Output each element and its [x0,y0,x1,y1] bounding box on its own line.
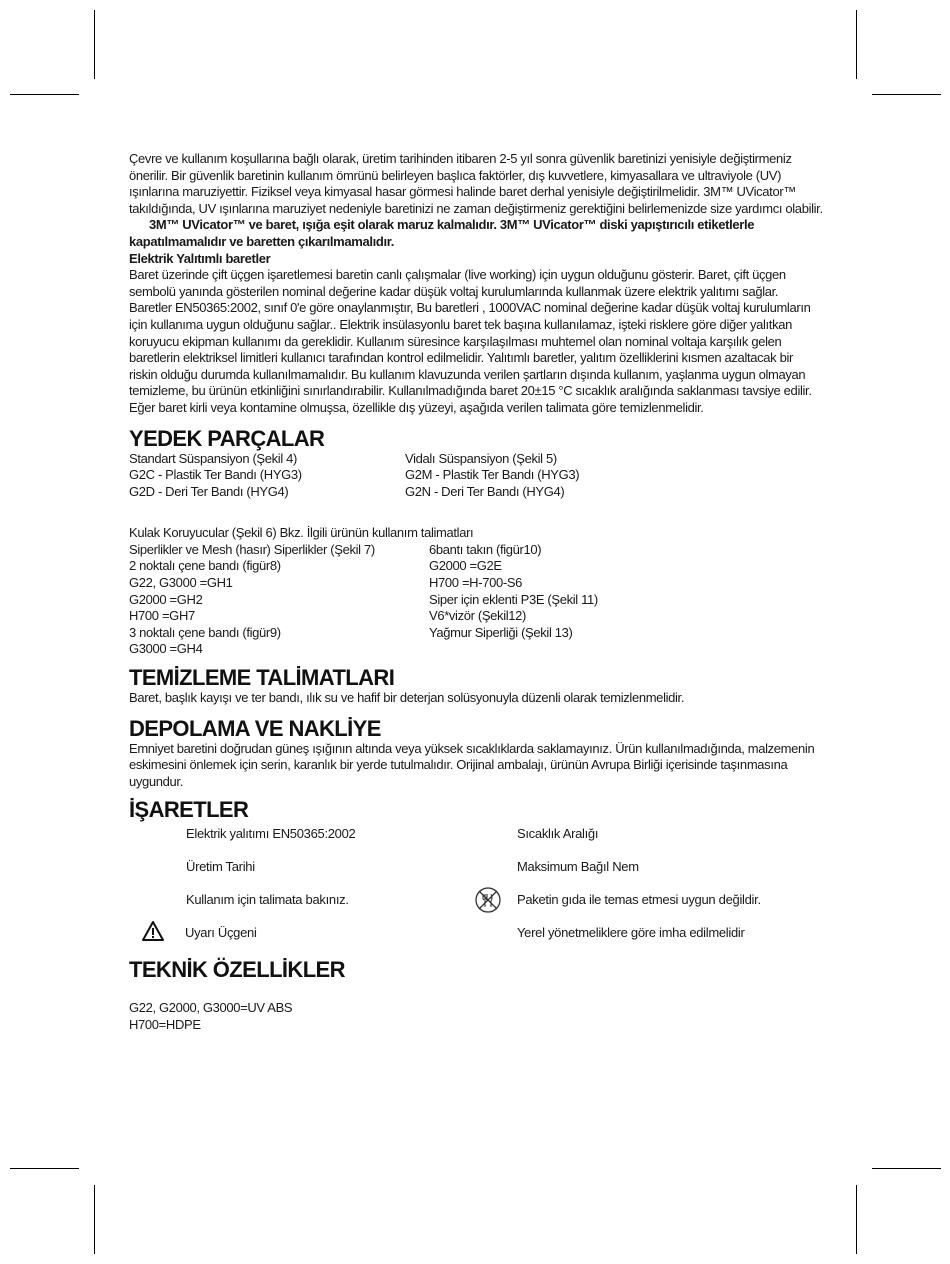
crop-mark [856,10,857,79]
crop-mark [10,94,79,95]
list-item: G3000 =GH4 [129,641,203,657]
list-item: H700 =GH7 V6*vizör (Şekil12) [129,608,527,624]
spare-parts-heading: YEDEK PARÇALAR [129,425,325,451]
tech-line: H700=HDPE [129,1017,201,1032]
uvicator-warning: 3M™ UVicator™ ve baret, ışığa eşit olarak maruz kalmalıdır. 3M™ UVicator™ diski yapıştırıcılı etiketlerle kapatılmamalıdır ve baretten çıkarılmamalıdır. [129,217,755,249]
cleaning-text: Baret, başlık kayışı ve ter bandı, ılık su ve hafif bir deterjan solüsyonuyla düzenli olarak temizlenmelidir. [129,690,685,706]
storage-heading: DEPOLAMA VE NAKLİYE [129,715,381,741]
warning-triangle-icon [141,920,165,947]
mark-label: Üretim Tarihi [186,859,255,875]
list-item: G22, G3000 =GH1 H700 =H-700-S6 [129,575,523,591]
cleaning-heading: TEMİZLEME TALİMATLARI [129,665,395,691]
mark-label: Elektrik yalıtımı EN50365:2002 [186,826,356,842]
no-food-contact-icon [474,886,502,919]
mark-label: Paketin gıda ile temas etmesi uygun değildir. [517,892,761,908]
crop-mark [94,10,95,79]
tech-heading: TEKNİK ÖZELLİKLER [129,957,345,983]
mark-label: Yerel yönetmeliklere göre imha edilmelidir [517,925,745,941]
storage-text: Emniyet baretini doğrudan güneş ışığının altında veya yüksek sıcaklıklarda saklamayınız. Ürün kullanılmadığında, malzemenin eskimesini önlemek için serin, karanlık bir yerde tutulmalıdır. Orijinal ambalajı, ürünün Avrupa Birliği içerisinde taşınmasına uygundur. [129,740,815,789]
ear-protectors-line: Kulak Koruyucular (Şekil 6) Bkz. İlgili ürünün kullanım talimatları [129,525,474,541]
spare-parts-list [129,451,823,501]
crop-mark [94,1185,95,1254]
crop-mark [856,1185,857,1254]
crop-mark [872,94,941,95]
list-item: G2C - Plastik Ter Bandı (HYG3) G2M - Plastik Ter Bandı (HYG3) [129,467,580,483]
mark-label: Kullanım için talimata bakınız. [186,892,349,908]
electrical-paragraph: Baret üzerinde çift üçgen işaretlemesi baretin canlı çalışmalar (live working) için uygun olduğunu gösterir. Baret, çift üçgen sembolü yanında gösterilen nominal değerine kadar düşük voltaj kurulumlarında kullanmak üzere elektrik yalıtımı sağlar. Baretler EN50365:2002, sınıf 0'e göre onaylanmıştır, Bu baretleri , 1000VAC nominal değerine kadar düşük voltaj kurulumların için kullanıma uygun olduğunu sağlar.. Elektrik insülasyonlu baret tek başına kullanılamaz, işteki risklere göre diğer yalıtkan koruyucu ekipman kullanımı da gereklidir. Kullanım süresince karşılaşılması muhtemel olan nominal voltaja karşılık gelen baretlerin elektriksel limitleri kullanıcı tarafından kontrol edilmelidir. Yalıtımlı baretler, yalıtım özelliklerini kısmen azaltacak bir riskin olduğu durumda kullanılmamalıdır. Bu kullanım klavuzunda verilen şartların dışında kullanım, yaşlanma uygun olmayan temizleme, bu ürünün etkinliğini sınırlandırabilir. Kullanılmadığında baret 20±15 °C sıcaklık aralığında saklanması tavsiye edilir. Eğer baret kirli veya kontamine olmuşsa, özellikle dış yüzeyi, aşağıda verilen talimata göre temizlenmelidir. [129,267,812,415]
electrical-subheading: Elektrik Yalıtımlı baretler [129,250,271,266]
marks-legend [129,822,823,956]
mark-label: Uyarı Üçgeni [185,925,257,941]
intro-paragraph: Çevre ve kullanım koşullarına bağlı olarak, üretim tarihinden itibaren 2-5 yıl sonra güvenlik baretinizi yenisiyle değiştirmeniz önerilir. Bir güvenlik baretinin kullanım ömrünü belirleyen başlıca faktörler, dış kuvvetlere, kimyasallara ve ultraviyole (UV) ışınlarına maruziyettir. Fiziksel veya kimyasal hasar görmesi halinde baret derhal yenisiyle değiştirilmelidir. 3M™ UVicator™ takıldığında, UV ışınlarına maruziyet nedeniyle baretinizi ne zaman değiştirmeniz gerektiğini belirlemenizde size yardımcı olabilir. [129,151,823,216]
mark-label: Maksimum Bağıl Nem [517,859,639,875]
document-body [129,151,823,1034]
list-item: 3 noktalı çene bandı (figür9) Yağmur Siperliği (Şekil 13) [129,624,573,640]
list-item: G2D - Deri Ter Bandı (HYG4) G2N - Deri Ter Bandı (HYG4) [129,483,565,499]
tech-line: G22, G2000, G3000=UV ABS [129,1000,293,1016]
list-item: 2 noktalı çene bandı (figür8) G2000 =G2E [129,558,502,574]
list-item: Standart Süspansiyon (Şekil 4) Vidalı Süspansiyon (Şekil 5) [129,450,557,466]
marks-heading: İŞARETLER [129,797,249,823]
accessories-list [129,542,823,658]
list-item: G2000 =GH2 Siper için eklenti P3E (Şekil 11) [129,591,598,607]
crop-mark [872,1168,941,1169]
crop-mark [10,1168,79,1169]
mark-label: Sıcaklık Aralığı [517,826,599,842]
list-item: Siperlikler ve Mesh (hasır) Siperlikler (Şekil 7) 6bantı takın (figür10) [129,541,542,557]
